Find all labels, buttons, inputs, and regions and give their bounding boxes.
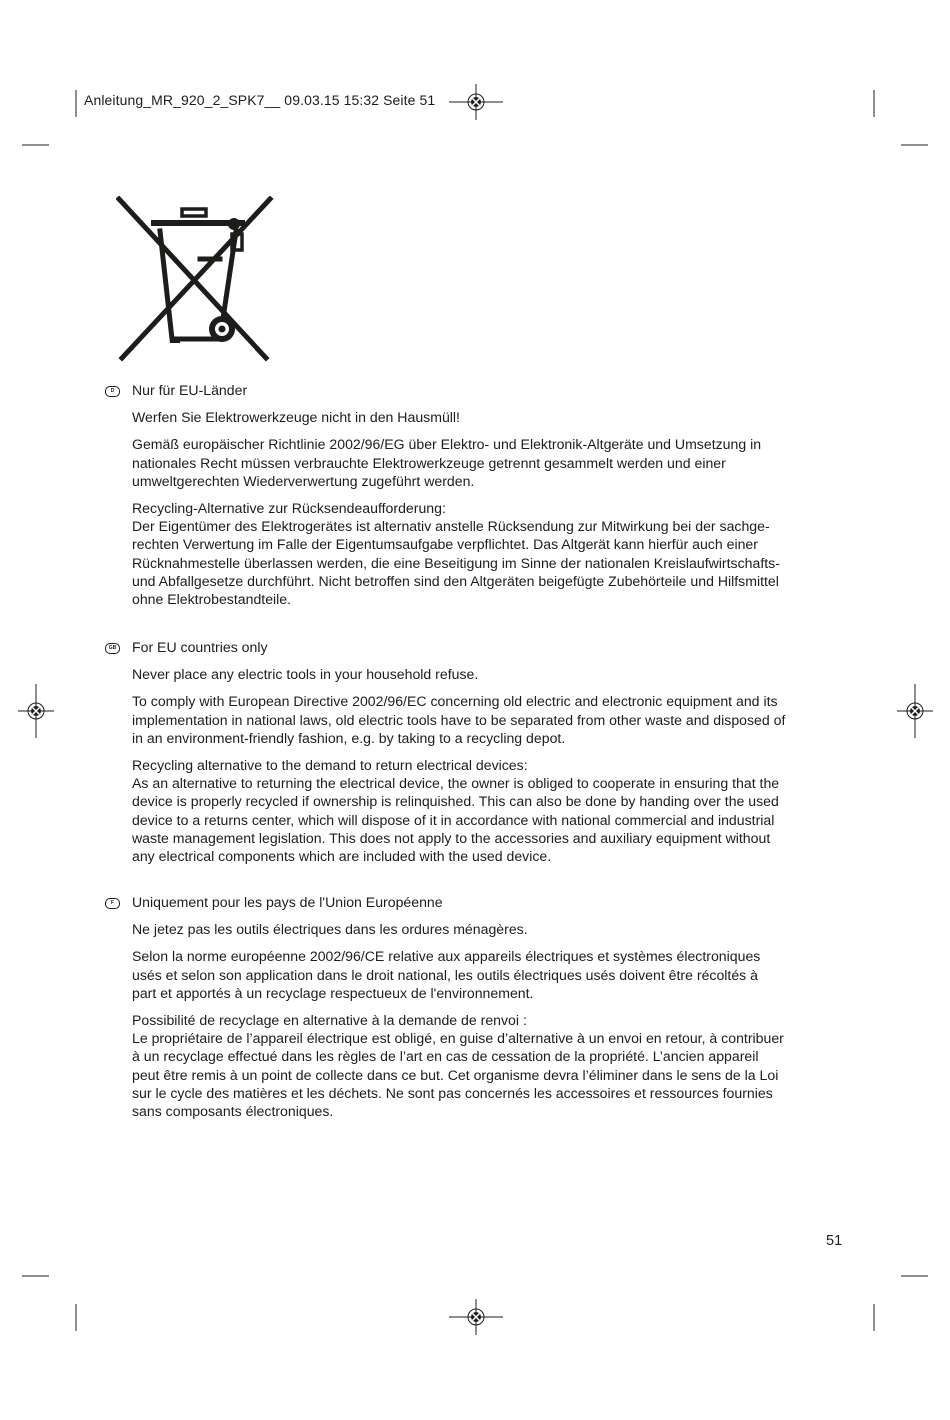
registration-target-icon xyxy=(897,684,933,738)
paragraph: Werfen Sie Elektrowerkzeuge nicht in den Hausmüll! xyxy=(132,409,460,426)
print-slug: Anleitung_MR_920_2_SPK7__ 09.03.15 15:32 Seite 51 xyxy=(84,92,436,108)
section-english xyxy=(108,638,842,874)
section-heading: Nur für EU-Länder xyxy=(132,382,248,398)
section-french xyxy=(110,893,842,1129)
paragraph: Selon la norme européenne 2002/96/CE relative aux appareils électriques et systèmes électroniques usés et selon son application dans le droit national, les outils électriques usés doivent être récoltés à part et apportés à un recyclage respectueux de l'environnement. xyxy=(132,948,761,1001)
paragraph: Recycling-Alternative zur Rücksendeaufforderung: Der Eigentümer des Elektrogerätes ist alternativ anstelle Rücksendung zur Mitwirkung bei der sachge- rechten Verwertung im Falle der Eigentumsaufgabe verpflichtet. Das Altgerät kann hierfür auch einer Rücknahmestelle überlassen werden, die eine Beseitigung im Sinne der nationalen Kreislaufwirtschafts- und Abfallgesetze durchführt. Nicht betroffen sind den Altgeräten beigefügte Zubehörteile und Hilfsmittel ohne Elektrobestandteile. xyxy=(132,500,780,608)
paragraph: To comply with European Directive 2002/96/EC concerning old electric and electronic equipment and its implementation in national laws, old electric tools have to be separated from other waste and disposed of in an environment-friendly fashion, e.g. by taking to a recycling depot. xyxy=(132,693,786,746)
country-badge: F xyxy=(105,898,120,909)
paragraph: Gemäß europäischer Richtlinie 2002/96/EG über Elektro- und Elektronik-Altgeräte und Umsetzung in nationales Recht müssen verbrauchte Elektrowerkzeuge getrennt gesammelt werden und einer umweltgerechten Wiederverwertung zugeführt werden. xyxy=(132,436,762,489)
paragraph: Never place any electric tools in your household refuse. xyxy=(132,666,479,683)
section-heading: Uniquement pour les pays de l'Union Européenne xyxy=(132,894,443,910)
paragraph: Ne jetez pas les outils électriques dans les ordures ménagères. xyxy=(132,921,528,938)
page-number: 51 xyxy=(826,1233,843,1249)
section-german xyxy=(110,381,842,617)
country-badge: D xyxy=(105,386,120,397)
registration-target-icon xyxy=(449,84,503,120)
registration-target-icon xyxy=(18,684,54,738)
crossed-out-wheelie-bin-icon xyxy=(116,196,276,364)
section-heading: For EU countries only xyxy=(132,639,268,655)
country-badge: GB xyxy=(105,643,120,654)
paragraph: Recycling alternative to the demand to return electrical devices: As an alternative to returning the electrical device, the owner is obliged to cooperate in ensuring that the device is properly recycled if ownership is relinquished. This can also be done by handing over the used device to a returns center, which will dispose of it in accordance with national commercial and industrial waste management legislation. This does not apply to the accessories and auxiliary equipment without any electrical components which are included with the used device. xyxy=(132,757,780,865)
paragraph: Possibilité de recyclage en alternative à la demande de renvoi : Le propriétaire de l’appareil électrique est obligé, en guise d’alternative à un envoi en retour, à contribuer à un recyclage effectué dans les règles de l’art en cas de cessation de la propriété. L’ancien appareil peut être remis à un point de collecte dans ce but. Cet organisme devra l’éliminer dans le sens de la Loi sur le cycle des matières et les déchets. Ne sont pas concernés les accessoires et ressources fournies sans composants électroniques. xyxy=(132,1012,784,1120)
registration-target-icon xyxy=(449,1299,503,1335)
